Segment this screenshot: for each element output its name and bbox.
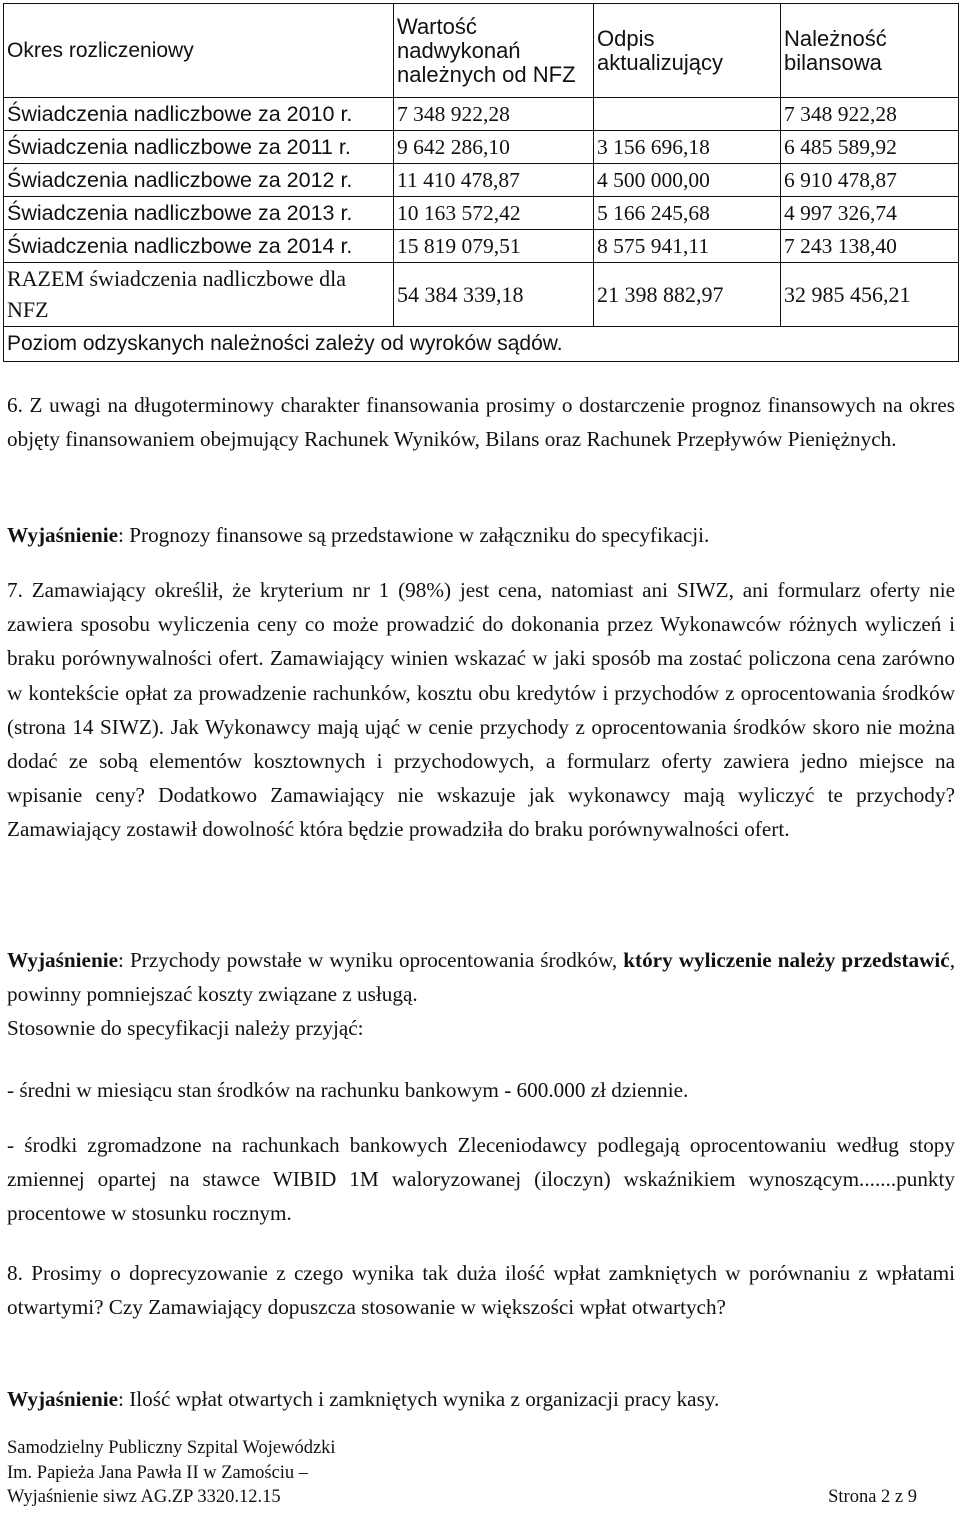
footer-document-ref: Wyjaśnienie siwz AG.ZP 3320.12.15 bbox=[7, 1487, 281, 1507]
row-writeoff: 8 575 941,11 bbox=[594, 230, 781, 263]
row-writeoff: 3 156 696,18 bbox=[594, 131, 781, 164]
row-writeoff bbox=[594, 98, 781, 131]
answer-7-line bbox=[7, 943, 955, 1011]
footer-institution: Samodzielny Publiczny Szpital Wojewódzki bbox=[7, 1438, 336, 1458]
bullet-average-balance: - średni w miesiącu stan środków na rachunku bankowym - 600.000 zł dziennie. bbox=[7, 1078, 689, 1102]
header-overperformance: Wartość nadwykonań należnych od NFZ bbox=[394, 4, 594, 98]
header-period: Okres rozliczeniowy bbox=[4, 4, 394, 98]
footer-institution-location: Im. Papieża Jana Pawła II w Zamościu – bbox=[7, 1462, 309, 1483]
row-writeoff: 4 500 000,00 bbox=[594, 164, 781, 197]
row-overperformance: 7 348 922,28 bbox=[394, 98, 594, 131]
question-8: 8. Prosimy o doprecyzowanie z czego wynika tak duża ilość wpłat zamkniętych w porównaniu z wpłatami otwartymi? Czy Zamawiający dopuszcza stosowanie w większości wpłat otwartych? bbox=[7, 1261, 955, 1320]
answer-7-spec: Stosownie do specyfikacji należy przyjąć: bbox=[7, 1016, 364, 1041]
answer-6 bbox=[7, 518, 955, 552]
answer-text: , powinny pomniejszać koszty związane z usługą. bbox=[7, 948, 955, 1007]
answer-text: : Przychody powstałe w wyniku oprocentowania środków, bbox=[118, 948, 624, 972]
nfz-overperformance-table bbox=[3, 3, 959, 362]
table-row bbox=[4, 230, 959, 263]
row-label: Świadczenia nadliczbowe za 2011 r. bbox=[4, 131, 394, 164]
table-total-row bbox=[4, 263, 959, 327]
answer-label: Wyjaśnienie bbox=[7, 948, 119, 972]
answer-text: : Prognozy finansowe są przedstawione w załączniku do specyfikacji. bbox=[118, 523, 710, 547]
row-balance: 7 243 138,40 bbox=[781, 230, 959, 263]
row-label: Świadczenia nadliczbowe za 2010 r. bbox=[4, 98, 394, 131]
row-overperformance: 11 410 478,87 bbox=[394, 164, 594, 197]
question-6: 6. Z uwagi na długoterminowy charakter finansowania prosimy o dostarczenie prognoz finansowych na okres objęty finansowaniem obejmujący Rachunek Wyników, Bilans oraz Rachunek Przepływów Pieniężnych. bbox=[7, 393, 955, 452]
header-writeoff: Odpis aktualizujący bbox=[594, 4, 781, 98]
page-footer bbox=[7, 1436, 917, 1510]
total-label: RAZEM świadczenia nadliczbowe dla NFZ bbox=[4, 263, 394, 327]
table-row bbox=[4, 197, 959, 230]
bullet-interest-rate: - środki zgromadzone na rachunkach bankowych Zleceniodawcy podlegają oprocentowaniu według stopy zmiennej opartej na stawce WIBID 1M waloryzowanej (iloczyn) wskaźnikiem wynoszącym.......punkty procentowe w stosunku rocznym. bbox=[7, 1133, 955, 1226]
total-overperformance: 54 384 339,18 bbox=[394, 263, 594, 327]
row-balance: 6 910 478,87 bbox=[781, 164, 959, 197]
answer-text: : Ilość wpłat otwartych i zamkniętych wynika z organizacji pracy kasy. bbox=[118, 1387, 720, 1411]
table-row bbox=[4, 131, 959, 164]
row-label: Świadczenia nadliczbowe za 2014 r. bbox=[4, 230, 394, 263]
row-overperformance: 9 642 286,10 bbox=[394, 131, 594, 164]
row-label: Świadczenia nadliczbowe za 2013 r. bbox=[4, 197, 394, 230]
table-header-row bbox=[4, 4, 959, 98]
row-balance: 7 348 922,28 bbox=[781, 98, 959, 131]
total-balance: 32 985 456,21 bbox=[781, 263, 959, 327]
table-row bbox=[4, 98, 959, 131]
row-balance: 6 485 589,92 bbox=[781, 131, 959, 164]
row-overperformance: 15 819 079,51 bbox=[394, 230, 594, 263]
answer-7 bbox=[7, 943, 955, 1046]
row-overperformance: 10 163 572,42 bbox=[394, 197, 594, 230]
table-note-row bbox=[4, 327, 959, 362]
total-writeoff: 21 398 882,97 bbox=[594, 263, 781, 327]
answer-label: Wyjaśnienie bbox=[7, 1387, 119, 1411]
question-7: 7. Zamawiający określił, że kryterium nr 1 (98%) jest cena, natomiast ani SIWZ, ani formularz oferty nie zawiera sposobu wyliczenia ceny co może prowadzić do dokonania przez Wykonawców różnych wyliczeń i braku porównywalności ofert. Zamawiający winien wskazać w jaki sposób ma zostać policzona cena zarówno w kontekście opłat za prowadzenie rachunków, kosztu obu kredytów i przychodów z oprocentowania środków (strona 14 SIWZ). Jak Wykonawcy mają ująć w cenie przychody z oprocentowania środków skoro nie można dodać ze sobą elementów kosztownych i przychodowych, a formularz oferty zawiera jedno miejsce na wpisanie ceny? Dodatkowo Zamawiający nie wskazuje jak wykonawcy mają wyliczyć te przychody? Zamawiający zostawił dowolność która będzie prowadziła do braku porównywalności ofert. bbox=[7, 578, 955, 842]
row-writeoff: 5 166 245,68 bbox=[594, 197, 781, 230]
answer-label: Wyjaśnienie bbox=[7, 523, 119, 547]
page-number: Strona 2 z 9 bbox=[828, 1487, 917, 1507]
table-note: Poziom odzyskanych należności zależy od wyroków sądów. bbox=[4, 327, 959, 362]
table-row bbox=[4, 164, 959, 197]
row-balance: 4 997 326,74 bbox=[781, 197, 959, 230]
row-label: Świadczenia nadliczbowe za 2012 r. bbox=[4, 164, 394, 197]
answer-emphasis: który wyliczenie należy przedstawić bbox=[623, 948, 950, 972]
answer-8 bbox=[7, 1382, 955, 1416]
header-balance: Należność bilansowa bbox=[781, 4, 959, 98]
